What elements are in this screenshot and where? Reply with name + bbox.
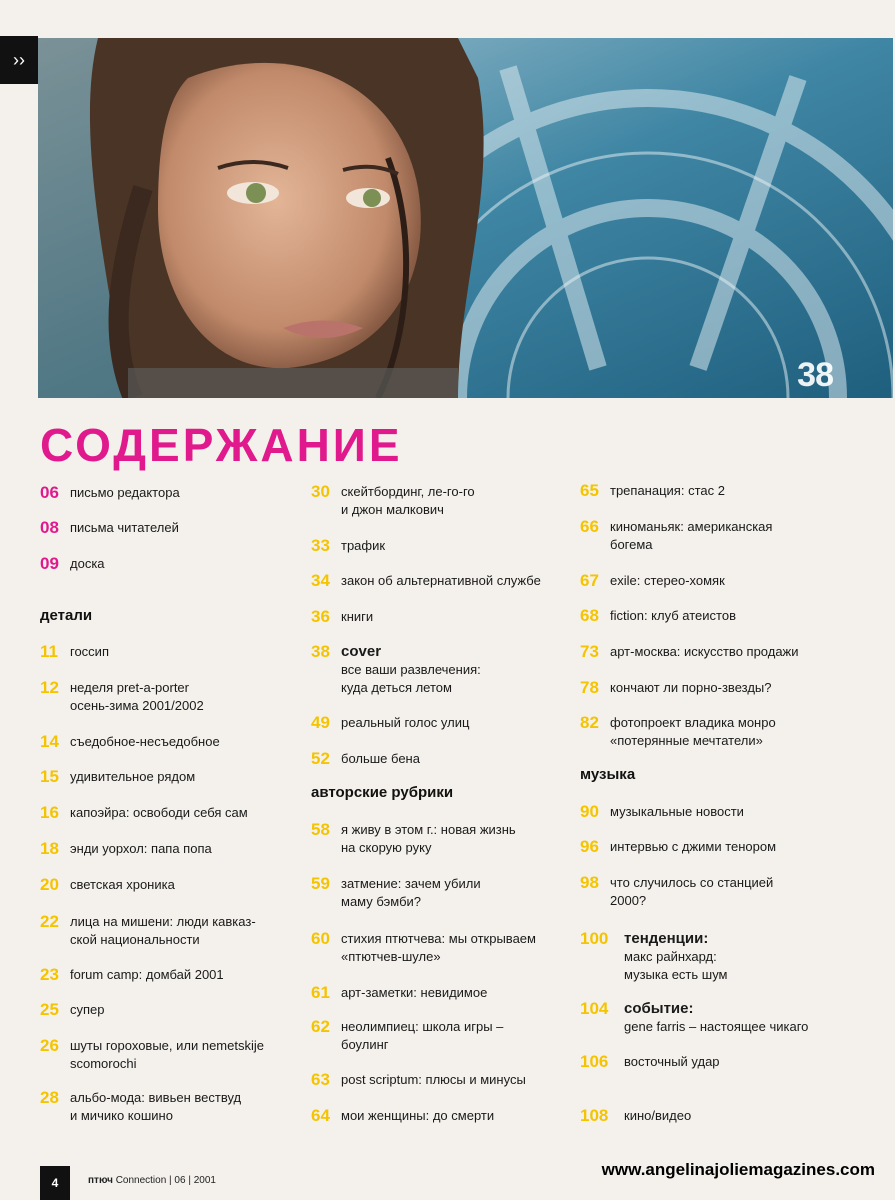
page-number: 12 xyxy=(40,678,59,697)
page-number: 08 xyxy=(40,518,59,537)
entry-title: неделя pret-a-porter осень-зима 2001/2002 xyxy=(70,680,204,713)
page-number: 38 xyxy=(311,642,330,661)
toc-entry[interactable] xyxy=(311,750,420,768)
toc-entry[interactable] xyxy=(40,804,248,822)
entry-title: fiction: клуб атеистов xyxy=(610,608,736,623)
page-number: 34 xyxy=(311,571,330,590)
toc-entry[interactable] xyxy=(40,840,212,858)
entry-title: доска xyxy=(70,556,105,571)
toc-entry[interactable] xyxy=(311,1071,526,1089)
toc-entry[interactable] xyxy=(580,838,776,856)
toc-entry[interactable] xyxy=(40,484,180,502)
toc-entry[interactable] xyxy=(40,768,195,786)
toc-entry[interactable] xyxy=(580,803,744,821)
entry-title: мои женщины: до смерти xyxy=(341,1108,495,1123)
entry-title: госсип xyxy=(70,644,109,659)
entry-title: трепанация: стас 2 xyxy=(610,483,725,498)
toc-entry[interactable] xyxy=(40,519,179,537)
toc-entry[interactable] xyxy=(311,537,385,555)
toc-entry[interactable] xyxy=(580,679,771,697)
toc-entry[interactable] xyxy=(311,984,487,1002)
toc-entry[interactable] xyxy=(311,821,516,857)
toc-entry[interactable] xyxy=(40,679,204,715)
entry-title: неолимпиец: школа игры – боулинг xyxy=(341,1019,504,1052)
page-number: 61 xyxy=(311,983,330,1002)
toc-entry[interactable] xyxy=(580,607,736,625)
toc-entry-event[interactable] xyxy=(580,1000,808,1036)
toc-entry[interactable] xyxy=(580,1053,720,1071)
entry-title: закон об альтернативной службе xyxy=(341,573,541,588)
entry-title: съедобное-несъедобное xyxy=(70,734,220,749)
page-number: 73 xyxy=(580,642,599,661)
page-number: 108 xyxy=(580,1106,609,1125)
entry-title: арт-москва: искусство продажи xyxy=(610,644,799,659)
entry-title: арт-заметки: невидимое xyxy=(341,985,488,1000)
section-heading: авторские рубрики xyxy=(311,784,454,801)
toc-entry[interactable] xyxy=(40,966,224,984)
page-number: 36 xyxy=(311,607,330,626)
toc-entry[interactable] xyxy=(580,874,773,910)
page-number: 14 xyxy=(40,732,59,751)
toc-entry[interactable] xyxy=(311,572,541,590)
magazine-name: птюч xyxy=(88,1175,113,1186)
entry-title: восточный удар xyxy=(624,1054,720,1069)
entry-title: затмение: зачем убили маму бэмби? xyxy=(341,876,481,909)
toc-entry[interactable] xyxy=(311,714,469,732)
page-number: 60 xyxy=(311,929,330,948)
page-number: 28 xyxy=(40,1088,59,1107)
toc-entry[interactable] xyxy=(311,608,373,626)
toc-entry[interactable] xyxy=(580,482,725,500)
entry-title: кончают ли порно-звезды? xyxy=(610,680,772,695)
entry-title: киноманьяк: американская богема xyxy=(610,519,773,552)
entry-title: exile: стерео-хомяк xyxy=(610,573,725,588)
toc-entry[interactable] xyxy=(580,1107,691,1125)
next-arrows-icon: ›› xyxy=(0,36,38,84)
toc-entry[interactable] xyxy=(40,1089,241,1125)
page-title: СОДЕРЖАНИЕ xyxy=(40,419,403,471)
page-number: 96 xyxy=(580,837,599,856)
page-number: 67 xyxy=(580,571,599,590)
toc-entry[interactable] xyxy=(580,572,725,590)
entry-title: стихия птютчева: мы открываем «птютчев-шуле» xyxy=(341,931,536,964)
entry-title: forum camp: домбай 2001 xyxy=(70,967,224,982)
page-number: 63 xyxy=(311,1070,330,1089)
page-number: 66 xyxy=(580,517,599,536)
section-heading: музыка xyxy=(580,766,636,783)
page-number: 30 xyxy=(311,482,330,501)
section-heading: детали xyxy=(40,607,93,624)
page-number: 25 xyxy=(40,1000,59,1019)
page-number: 82 xyxy=(580,713,599,732)
entry-title: удивительное рядом xyxy=(70,769,196,784)
toc-entry[interactable] xyxy=(580,518,772,554)
page-number: 52 xyxy=(311,749,330,768)
toc-entry[interactable] xyxy=(311,875,481,911)
photo-page-number: 38 xyxy=(797,356,833,394)
page-number: 49 xyxy=(311,713,330,732)
toc-entry[interactable] xyxy=(580,643,799,661)
entry-title: больше бена xyxy=(341,751,420,766)
entry-title: фотопроект владика монро «потерянные мечтатели» xyxy=(610,715,776,748)
entry-title: gene farris – настоящее чикаго xyxy=(624,1019,809,1034)
entry-title: альбо-мода: вивьен вествуд и мичико кошино xyxy=(70,1090,242,1123)
entry-title: супер xyxy=(70,1002,105,1017)
page-number: 58 xyxy=(311,820,330,839)
toc-entry[interactable] xyxy=(40,1037,264,1073)
toc-entry[interactable] xyxy=(40,1001,105,1019)
entry-title: светская хроника xyxy=(70,877,175,892)
watermark-url: www.angelinajoliemagazines.com xyxy=(601,1160,875,1179)
toc-entry[interactable] xyxy=(311,1107,494,1125)
page-number: 104 xyxy=(580,999,609,1018)
entry-title: письмо редактора xyxy=(70,485,180,500)
entry-title: письма читателей xyxy=(70,520,179,535)
page-number: 90 xyxy=(580,802,599,821)
page-number: 78 xyxy=(580,678,599,697)
page-number: 68 xyxy=(580,606,599,625)
page-number: 98 xyxy=(580,873,599,892)
toc-entry-cover[interactable] xyxy=(311,643,481,697)
entry-title: капоэйра: освободи себя сам xyxy=(70,805,248,820)
entry-heading: тенденции: xyxy=(624,930,709,947)
toc-entry-tendencies[interactable] xyxy=(580,930,728,984)
footer-magazine-info xyxy=(88,1175,216,1186)
entry-title: книги xyxy=(341,609,374,624)
entry-title: я живу в этом г.: новая жизнь на скорую руку xyxy=(341,822,516,855)
toc-entry[interactable] xyxy=(40,733,220,751)
page-number: 23 xyxy=(40,965,59,984)
toc-entry[interactable] xyxy=(40,876,175,894)
page-number: 09 xyxy=(40,554,59,573)
page-number: 33 xyxy=(311,536,330,555)
entry-heading: cover xyxy=(341,643,382,660)
page-number: 11 xyxy=(40,642,58,661)
page-number: 62 xyxy=(311,1017,330,1036)
entry-title: макс райнхард: музыка есть шум xyxy=(624,949,728,982)
entry-heading: событие: xyxy=(624,1000,694,1017)
entry-title: все ваши развлечения: куда деться летом xyxy=(341,662,481,695)
entry-title: шуты гороховые, или nemetskije scomorochi xyxy=(70,1038,264,1071)
toc-entry[interactable] xyxy=(311,1018,503,1054)
page-number: 20 xyxy=(40,875,59,894)
entry-title: музыкальные новости xyxy=(610,804,744,819)
toc-entry[interactable] xyxy=(311,930,536,966)
footer-page-number: 4 xyxy=(40,1166,70,1200)
entry-title: лица на мишени: люди кавказ- ской национальности xyxy=(70,914,256,947)
toc-entry[interactable] xyxy=(40,643,109,661)
magazine-issue: Connection | 06 | 2001 xyxy=(115,1175,216,1186)
page-number: 26 xyxy=(40,1036,59,1055)
page-number: 106 xyxy=(580,1052,609,1071)
toc-entry[interactable] xyxy=(580,714,776,750)
entry-title: кино/видео xyxy=(624,1108,692,1123)
page-number: 64 xyxy=(311,1106,330,1125)
entry-title: трафик xyxy=(341,538,386,553)
entry-title: post scriptum: плюсы и минусы xyxy=(341,1072,526,1087)
cover-photo xyxy=(38,38,893,398)
toc-entry[interactable] xyxy=(40,555,105,573)
entry-title: энди уорхол: папа попа xyxy=(70,841,212,856)
page-number: 15 xyxy=(40,767,59,786)
page-number: 65 xyxy=(580,481,599,500)
toc-entry[interactable] xyxy=(40,913,256,949)
page-number: 59 xyxy=(311,874,330,893)
page-number: 06 xyxy=(40,483,59,502)
entry-title: интервью с джими тенором xyxy=(610,839,777,854)
page-number: 18 xyxy=(40,839,59,858)
page-number: 22 xyxy=(40,912,59,931)
toc-entry[interactable] xyxy=(311,483,475,519)
entry-title: реальный голос улиц xyxy=(341,715,470,730)
entry-title: скейтбординг, ле-го-го и джон малкович xyxy=(341,484,475,517)
page-number: 16 xyxy=(40,803,59,822)
page-number: 100 xyxy=(580,929,609,948)
entry-title: что случилось со станцией 2000? xyxy=(610,875,774,908)
